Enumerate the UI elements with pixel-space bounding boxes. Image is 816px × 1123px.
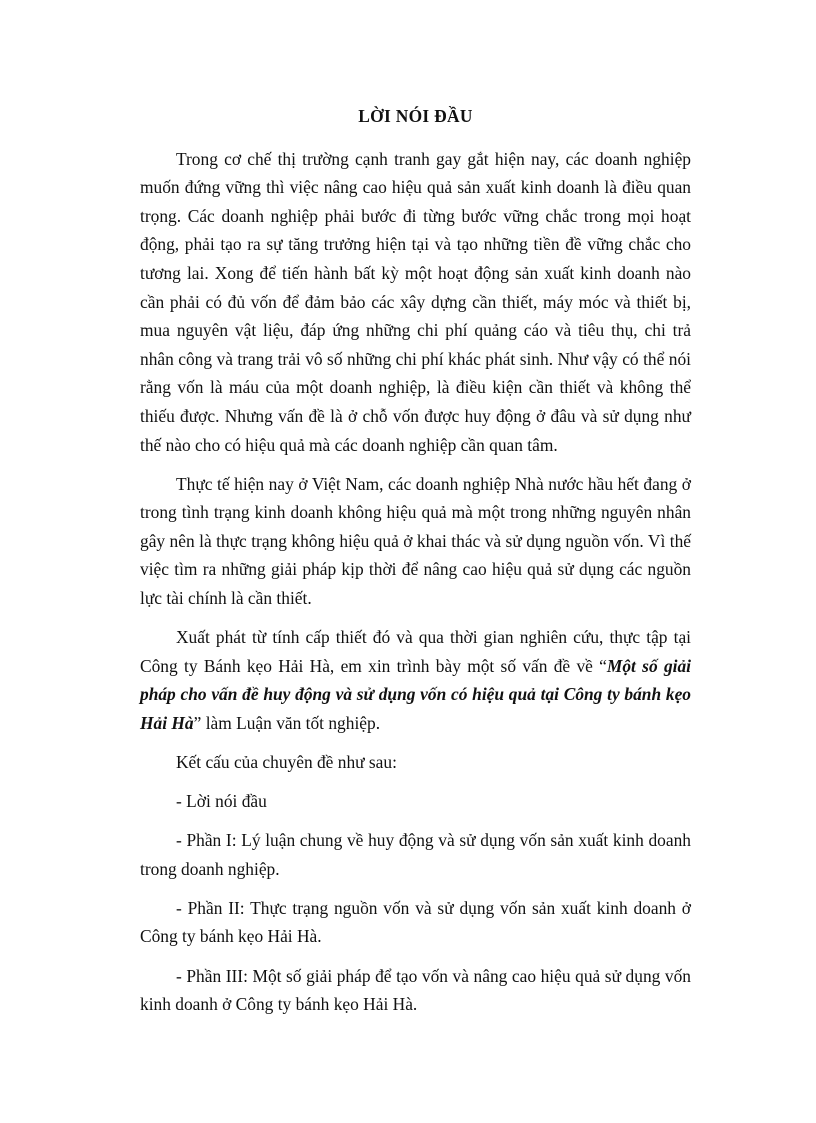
structure-item: - Phần I: Lý luận chung về huy động và sử dụng vốn sản xuất kinh doanh trong doanh nghiệp.	[140, 830, 691, 879]
thesis-outro-text: ” làm Luận văn tốt nghiệp.	[193, 712, 381, 733]
paragraph-context: Thực tế hiện nay ở Việt Nam, các doanh nghiệp Nhà nước hầu hết đang ở trong tình trạng kinh doanh không hiệu quả mà một trong những nguyên nhân gây nên là thực trạng không hiệu quả ở khai thác và sử dụng nguồn vốn. Vì thế việc tìm ra những giải pháp kịp thời để nâng cao hiệu quả sử dụng các nguồn lực tài chính là cần thiết.	[140, 473, 691, 608]
thesis-intro-text: Xuất phát từ tính cấp thiết đó và qua thời gian nghiên cứu, thực tập tại Công ty Bánh kẹo Hải Hà, em xin trình bày một số vấn đề về “	[140, 627, 691, 676]
thesis-topic: Một số giải pháp cho vấn đề huy động và sử dụng vốn có hiệu quả tại Công ty bánh kẹo Hải Hà	[140, 655, 692, 733]
structure-item: - Lời nói đầu	[176, 791, 267, 812]
structure-intro: Kết cấu của chuyên đề như sau:	[176, 751, 397, 772]
paragraph-intro: Trong cơ chế thị trường cạnh tranh gay gắt hiện nay, các doanh nghiệp muốn đứng vững thì việc nâng cao hiệu quả sản xuất kinh doanh là điều quan trọng. Các doanh nghiệp phải bước đi từng bước vững chắc trong mọi hoạt động, phải tạo ra sự tăng trưởng hiện tại và tạo những tiền đề vững chắc cho tương lai. Xong để tiến hành bất kỳ một hoạt động sản xuất kinh doanh nào cần phải có đủ vốn để đảm bảo các xây dựng cần thiết, máy móc và thiết bị, mua nguyên vật liệu, đáp ứng những chi phí quảng cáo và tiêu thụ, chi trả nhân công và trang trải vô số những chi phí khác phát sinh. Như vậy có thể nói rằng vốn là máu của một doanh nghiệp, là điều kiện cần thiết và không thể thiếu được. Nhưng vấn đề là ở chỗ vốn được huy động ở đâu và sử dụng như thế nào cho có hiệu quả mà các doanh nghiệp cần quan tâm.	[140, 148, 691, 455]
structure-item: - Phần III: Một số giải pháp để tạo vốn và nâng cao hiệu quả sử dụng vốn kinh doanh ở Công ty bánh kẹo Hải Hà.	[140, 965, 691, 1015]
document-body	[140, 102, 691, 1029]
page-title: LỜI NÓI ĐẦU	[358, 106, 473, 126]
structure-item: - Phần II: Thực trạng nguồn vốn và sử dụng vốn sản xuất kinh doanh ở Công ty bánh kẹo Hải Hà.	[140, 897, 691, 947]
paragraph-thesis	[140, 623, 691, 737]
